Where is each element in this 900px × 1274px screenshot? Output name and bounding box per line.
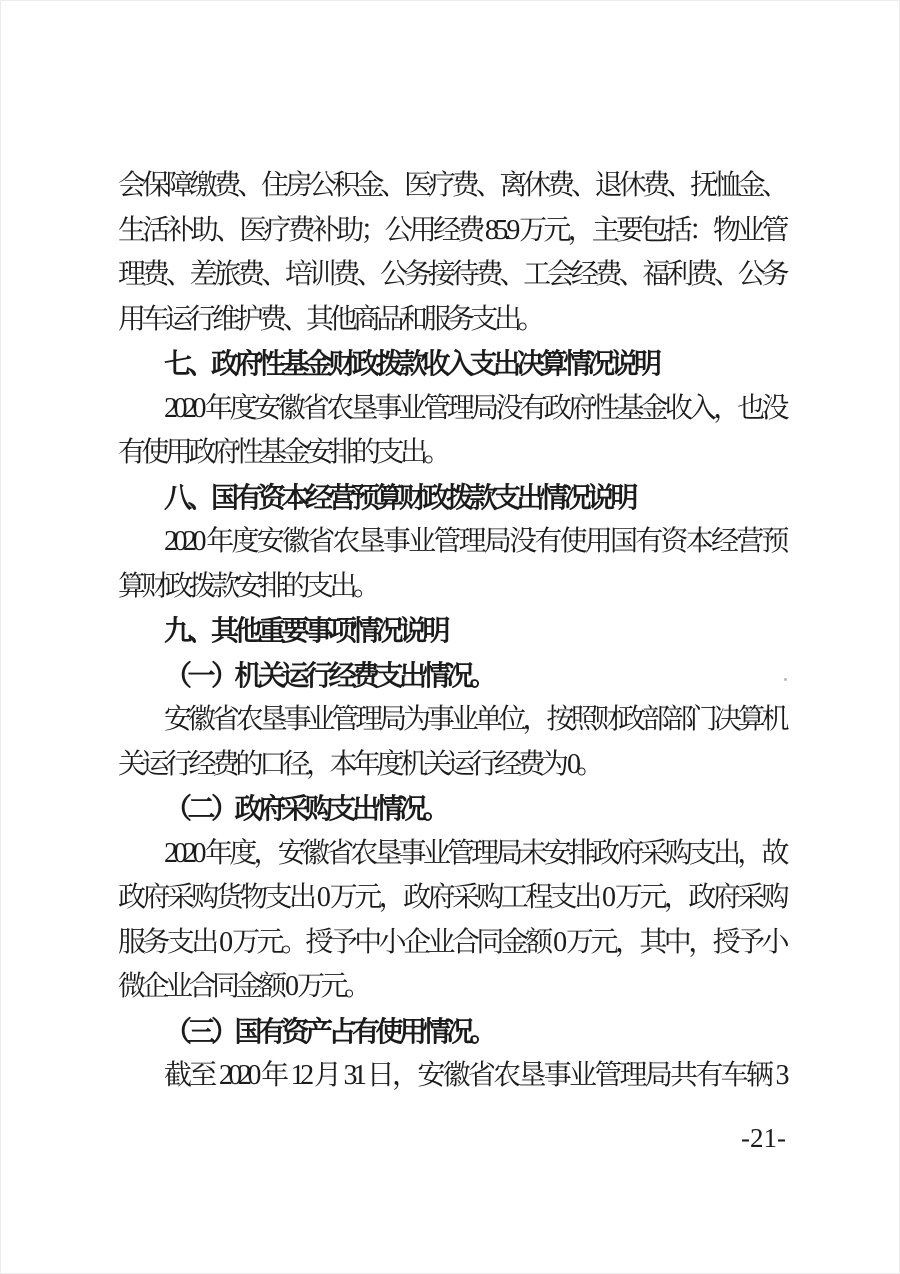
text-line: 关运行经费的口径，本年度机关运行经费为 0。	[118, 748, 601, 780]
text-line: 2020 年度安徽省农垦事业管理局没有使用国有资本经营预	[164, 526, 785, 557]
text-line: 安徽省农垦事业管理局为事业单位，按照财政部部门决算机	[164, 704, 785, 735]
subsection-heading: （一）机关运行经费支出情况。	[164, 659, 494, 691]
subsection-heading: （三）国有资产占有使用情况。	[164, 1015, 494, 1047]
text-line: 服务支出 0 万元。授予中小企业合同金额 0 万元，其中，授予小	[118, 926, 785, 958]
text-line: 截至 2020 年 12 月 31 日，安徽省农垦事业管理局共有车辆 3	[164, 1060, 785, 1091]
text-line: 算财政拨款安排的支出。	[118, 570, 377, 602]
text-block	[118, 164, 785, 1099]
section-heading: 八、国有资本经营预算财政拨款支出情况说明	[164, 481, 635, 513]
section-heading: 七、政府性基金财政拨款收入支出决算情况说明	[164, 348, 658, 379]
text-line: 生活补助、医疗费补助；公用经费 85.9 万元，主要包括：物业管	[118, 214, 785, 246]
subsection-heading: （二）政府采购支出情况。	[164, 793, 447, 824]
text-line: 2020 年度，安徽省农垦事业管理局未安排政府采购支出，故	[164, 837, 785, 869]
text-line: 理费、差旅费、培训费、公务接待费、工会经费、福利费、公务	[118, 259, 785, 290]
text-line: 有使用政府性基金安排的支出。	[118, 437, 448, 468]
scan-speck	[784, 678, 787, 681]
text-line: 政府采购货物支出 0 万元，政府采购工程支出 0 万元，政府采购	[118, 882, 785, 913]
text-line: 微企业合同金额 0 万元。	[118, 971, 368, 1002]
text-line: 用车运行维护费、其他商品和服务支出。	[118, 303, 542, 335]
text-line: 会保障缴费、住房公积金、医疗费、离休费、退休费、抚恤金、	[118, 170, 785, 201]
text-line: 2020 年度安徽省农垦事业管理局没有政府性基金收入，也没	[164, 392, 785, 424]
section-heading: 九、其他重要事项情况说明	[164, 615, 447, 646]
page-number: -21-	[741, 1123, 786, 1153]
